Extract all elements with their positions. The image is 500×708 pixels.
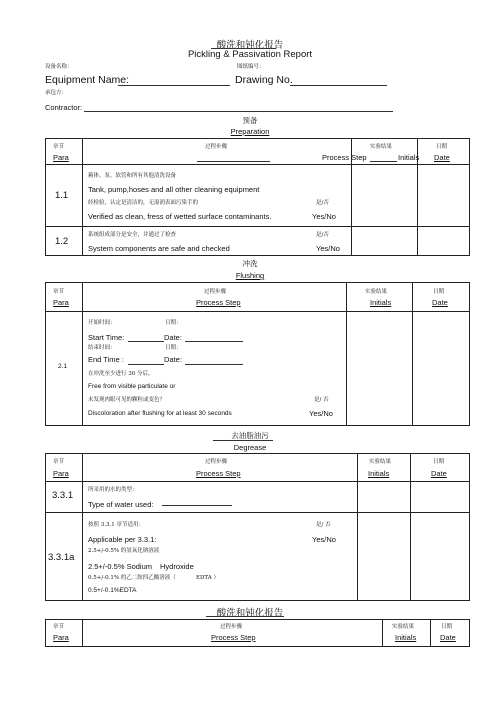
naoh-label: Hydroxide [160, 562, 194, 571]
flush-duration-cn: 在冲洗至少进行 30 分后， [88, 371, 154, 377]
step-text-cn: 按照 3.3.1 章节适用： [88, 522, 144, 528]
discolor-cn: 未发现肉眼可见的颗粒或变色？ [88, 397, 166, 403]
col-initials: Initials [395, 633, 417, 642]
col-initials-cn: 实验结果 [370, 144, 393, 150]
step-text-cn: 经检验，认定是清洁的，无湿润表面污染手的 [88, 200, 199, 206]
report-title-cn: 酸洗和钝化报告 [216, 608, 284, 619]
col-para-cn: 章节 [53, 289, 65, 295]
start-time-label: Start Time: [88, 333, 125, 342]
naoh-cn: 2.5+/-0.5% 的氢氧化钠溶液 [88, 548, 160, 554]
edta-cn: 0.5+/-0.1% 的乙二胺四乙酸溶液（ [88, 575, 176, 581]
end-time-field [128, 364, 164, 365]
date-label: Date: [164, 333, 182, 342]
yes-no: Yes/No [316, 244, 340, 253]
edta-cn: EDTA ） [196, 575, 220, 581]
contractor-field [84, 111, 393, 112]
discolor-label: Discoloration after flushing for at least 30 seconds [88, 410, 232, 417]
col-para: Para [53, 298, 69, 307]
yes-no: Yes/No [309, 409, 333, 418]
yes-no-cn: 是/ 否 [314, 397, 329, 403]
flushing-title-cn: 冲洗 [242, 259, 258, 268]
col-date-cn: 日期 [441, 624, 453, 630]
contractor-label-cn: 承包方： [45, 90, 68, 96]
end-date-field [185, 364, 243, 365]
col-initials-cn: 实验结果 [392, 624, 415, 630]
col-date: Date [440, 633, 456, 642]
yes-no: Yes/No [312, 212, 336, 221]
col-initials: Initials [398, 153, 420, 162]
col-para-cn: 章节 [53, 624, 65, 630]
col-para: Para [53, 633, 69, 642]
row-para: 1.1 [55, 190, 69, 201]
row-para: 3.3.1 [52, 490, 74, 501]
report-title: Pickling & Passivation Report [187, 49, 313, 60]
water-type-label: Type of water used: [88, 500, 154, 509]
step-text-cn: 所采用的水的类型： [88, 487, 138, 493]
drawing-no-label: Drawing No. [235, 74, 293, 86]
col-para: Para [53, 153, 69, 162]
yes-no-cn: 是/否 [316, 200, 329, 206]
drawing-label-cn: 图纸编号： [237, 64, 265, 70]
col-step: Process Step [196, 298, 241, 307]
col-date-cn: 日期 [436, 144, 448, 150]
row-para: 1.2 [55, 236, 69, 247]
yes-no-cn: 是/ 否 [316, 522, 331, 528]
step-text: Verified as clean, fress of wetted surface contaminants. [88, 212, 272, 221]
flushing-title: Flushing [235, 271, 265, 280]
col-step-cn: 过程步骤 [204, 289, 227, 295]
col-date-cn: 日期 [433, 459, 445, 465]
contractor-label: Contractor: [45, 103, 83, 112]
col-initials: Initials [368, 469, 390, 478]
preparation-title: Preparation [230, 127, 270, 136]
col-para-cn: 章节 [53, 144, 65, 150]
equipment-label-cn: 设备名称： [45, 64, 73, 70]
row-para: 2.1 [58, 363, 68, 370]
step-text-cn: 箱体，泵，软管和所有其他清洗设备 [88, 173, 177, 179]
report-title-cn: 酸洗和钝化报告 [216, 40, 284, 51]
start-time-cn: 开始时间： [88, 320, 116, 326]
step-text-cn: 系统组成部分是安全，并通过了检查 [88, 232, 177, 238]
edta-label: 0.5+/-0.1%EDTA [88, 587, 137, 594]
water-type-field [162, 505, 232, 506]
degrease-title: Degrease [233, 443, 267, 452]
degrease-title-cn: 去油脂油污 [231, 431, 269, 440]
col-step-cn: 过程步骤 [205, 144, 228, 150]
row-para: 3.3.1a [48, 552, 75, 563]
step-text: System components are safe and checked [88, 244, 230, 253]
col-initials-cn: 实验结果 [369, 459, 392, 465]
drawing-no-field [290, 85, 387, 86]
step-text: Tank, pump,hoses and all other cleaning equipment [88, 185, 260, 194]
date-cn: 日期： [165, 345, 182, 351]
preparation-title-cn: 预备 [242, 116, 258, 125]
col-initials-cn: 实验结果 [365, 289, 388, 295]
col-step-cn: 过程步骤 [220, 624, 243, 630]
col-step: Process Step [196, 469, 241, 478]
date-cn: 日期： [165, 320, 182, 326]
col-date-cn: 日期 [433, 289, 445, 295]
end-time-label: End Time : [88, 355, 124, 364]
col-para: Para [53, 469, 69, 478]
col-step-cn: 过程步骤 [205, 459, 228, 465]
col-step: Process Step [322, 153, 367, 162]
end-time-cn: 结束时间： [88, 345, 116, 351]
col-step: Process Step [211, 633, 256, 642]
start-date-field [185, 341, 243, 342]
naoh-label: 2.5+/-0.5% Sodium [88, 562, 152, 571]
yes-no: Yes/No [312, 535, 336, 544]
start-time-field [128, 341, 164, 342]
col-initials: Initials [370, 298, 392, 307]
equipment-name-field [118, 85, 230, 86]
col-date: Date [432, 298, 448, 307]
col-para-cn: 章节 [53, 459, 65, 465]
equipment-name-label: Equipment Name: [45, 74, 130, 86]
yes-no-cn: 是/否 [316, 232, 329, 238]
col-date: Date [431, 469, 447, 478]
col-date: Date [434, 153, 450, 162]
date-label: Date: [164, 355, 182, 364]
step-text: Applicable per 3.3.1: [88, 535, 157, 544]
free-label: Free from visible particulate or [88, 383, 176, 390]
